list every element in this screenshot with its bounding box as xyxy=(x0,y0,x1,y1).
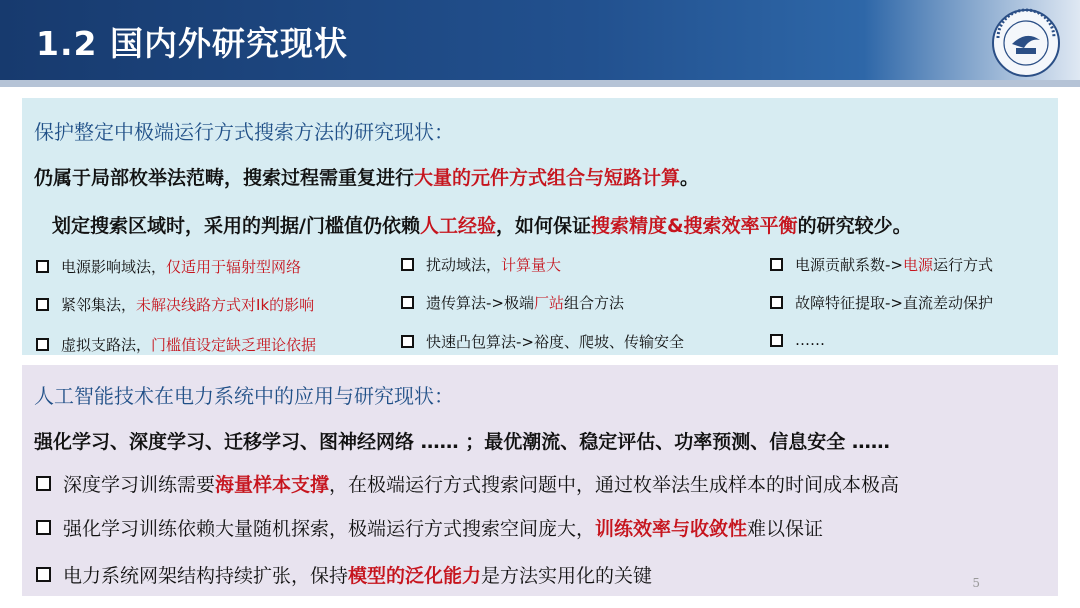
method-label: 扰动域法， xyxy=(426,256,502,274)
text: 的研究较少。 xyxy=(797,215,912,237)
slide-title: 1.2 国内外研究现状 xyxy=(36,24,348,63)
method-label: …… xyxy=(795,331,825,349)
title-bar xyxy=(0,0,1080,80)
text: 强化学习训练依赖大量随机探索，极端运行方式搜索空间庞大， xyxy=(63,518,596,540)
method-label: 电源影响域法， xyxy=(61,258,167,276)
checkbox-bullet-icon xyxy=(401,258,414,271)
highlight-text: 大量的元件方式组合与短路计算 xyxy=(414,167,681,189)
checkbox-bullet-icon xyxy=(401,296,414,309)
checkbox-bullet-icon xyxy=(36,567,51,582)
bullet-item xyxy=(36,470,899,497)
checkbox-bullet-icon xyxy=(401,335,414,348)
text: 划定搜索区域时，采用的判据/门槛值仍依赖 xyxy=(52,215,420,237)
highlight-text: 模型的泛化能力 xyxy=(348,565,482,587)
checkbox-bullet-icon xyxy=(36,520,51,535)
method-limitation: 未解决线路方式对Ik的影响 xyxy=(136,296,315,314)
text: ，在极端运行方式搜索问题中，通过枚举法生成样本的时间成本极高 xyxy=(329,474,900,496)
text: ，如何保证 xyxy=(495,215,591,237)
method-label: 遗传算法->极端 xyxy=(426,294,534,312)
highlight-text: 搜索精度&搜索效率平衡 xyxy=(590,215,798,237)
method-label: 运行方式 xyxy=(933,256,994,274)
text: 电力系统网架结构持续扩张，保持 xyxy=(63,565,349,587)
method-item xyxy=(36,294,314,315)
checkbox-bullet-icon xyxy=(36,298,49,311)
method-label: 紧邻集法， xyxy=(61,296,137,314)
section1-problem-line xyxy=(52,211,912,238)
title-underline xyxy=(0,80,1080,87)
checkbox-bullet-icon xyxy=(36,476,51,491)
method-limitation: 计算量大 xyxy=(501,256,562,274)
method-item xyxy=(401,292,624,313)
section2-heading: 人工智能技术在电力系统中的应用与研究现状： xyxy=(34,384,454,408)
highlight-text: 训练效率与收敛性 xyxy=(595,518,748,540)
method-limitation: 电源 xyxy=(902,256,933,274)
method-item xyxy=(36,256,301,277)
method-limitation: 门槛值设定缺乏理论依据 xyxy=(151,336,317,354)
text: 难以保证 xyxy=(747,518,824,540)
method-limitation: 仅适用于辐射型网络 xyxy=(166,258,302,276)
checkbox-bullet-icon xyxy=(770,258,783,271)
section1-summary-line xyxy=(34,163,699,190)
text: 仍属于局部枚举法范畴，搜索过程需重复进行 xyxy=(34,167,415,189)
checkbox-bullet-icon xyxy=(770,334,783,347)
checkbox-bullet-icon xyxy=(770,296,783,309)
bullet-item xyxy=(36,561,652,588)
method-item xyxy=(36,334,316,355)
checkbox-bullet-icon xyxy=(36,338,49,351)
method-label: 快速凸包算法->裕度、爬坡、传输安全 xyxy=(426,333,684,351)
highlight-text: 海量样本支撑 xyxy=(215,474,330,496)
page-number: 5 xyxy=(972,576,980,590)
method-label: 故障特征提取->直流差动保护 xyxy=(795,294,993,312)
method-item xyxy=(770,254,993,275)
text: 。 xyxy=(680,167,700,189)
text: 是方法实用化的关键 xyxy=(481,565,653,587)
bullet-item xyxy=(36,514,823,541)
highlight-text: 人工经验 xyxy=(419,215,496,237)
method-item xyxy=(770,292,993,313)
method-label: 组合方法 xyxy=(564,294,625,312)
university-seal-logo xyxy=(984,8,1068,78)
method-item xyxy=(401,331,684,352)
section2-topics-line: 强化学习、深度学习、迁移学习、图神经网络 …… ；最优潮流、稳定评估、功率预测、信息安全 …… xyxy=(34,431,890,453)
method-limitation: 厂站 xyxy=(533,294,564,312)
section1-heading: 保护整定中极端运行方式搜索方法的研究现状： xyxy=(34,120,454,144)
checkbox-bullet-icon xyxy=(36,260,49,273)
method-item xyxy=(770,331,825,349)
method-label: 虚拟支路法， xyxy=(61,336,152,354)
text: 深度学习训练需要 xyxy=(63,474,216,496)
method-label: 电源贡献系数-> xyxy=(795,256,903,274)
method-item xyxy=(401,254,561,275)
